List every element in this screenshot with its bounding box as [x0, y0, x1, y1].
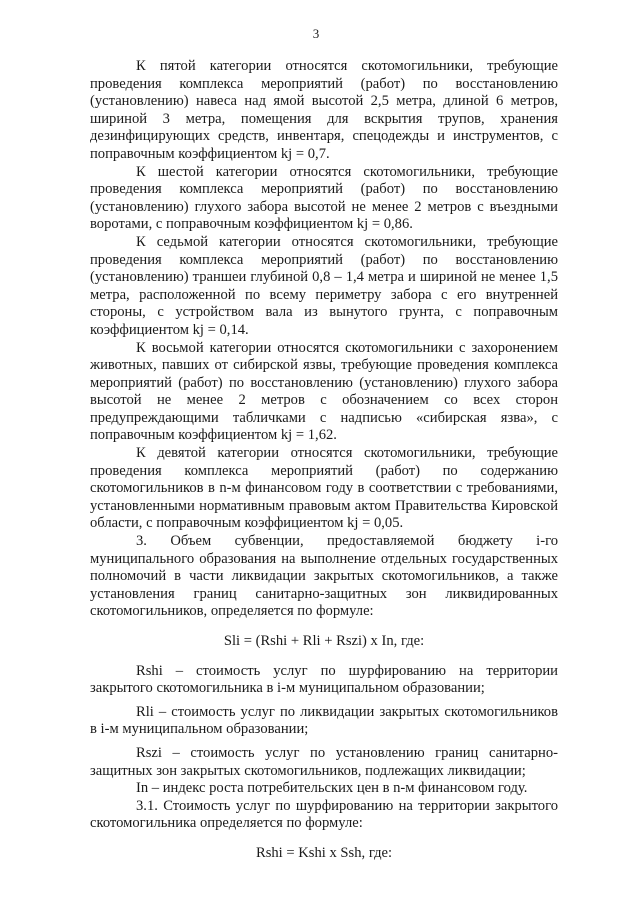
definition-rszi: Rszi – стоимость услуг по установлению границ санитарно-защитных зон закрытых скотомогильников, подлежащих ликвидации; [90, 744, 558, 779]
page-number: 3 [312, 26, 320, 41]
paragraph-section-3: 3. Объем субвенции, предоставляемой бюджету i-го муниципального образования на выполнение отдельных государственных полномочий в части ликвидации закрытых скотомогильников, а также установления границ санитарно-защитных зон ликвидированных скотомогильников, определяется по формуле: [90, 533, 558, 620]
formula-sli: Sli = (Rshi + Rli + Rszi) x In, где: [223, 633, 425, 649]
definition-in: In – индекс роста потребительских цен в n-м финансовом году. [136, 780, 528, 797]
paragraph-category-8: К восьмой категории относятся скотомогильники с захоронением животных, павших от сибирской язвы, требующие проведения комплекса мероприятий (работ) по восстановлению (установлению) глухого забора высотой не менее 2 метров с обозначением со всех сторон предупреждающими табличками с надписью «сибирская язва», с поправочным коэффициентом kj = 1,62. [90, 339, 558, 444]
definition-rshi: Rshi – стоимость услуг по шурфированию на территории закрытого скотомогильника в i-м муниципальном образовании; [90, 662, 558, 697]
paragraph-category-7: К седьмой категории относятся скотомогильники, требующие проведения комплекса мероприятий (работ) по восстановлению (установлению) траншеи глубиной 0,8 – 1,4 метра и шириной не менее 1,5 метра, расположенной по всему периметру забора с его внутренней стороны, с устройством вала из вынутого грунта, с поправочным коэффициентом kj = 0,14. [90, 233, 558, 338]
paragraph-category-6: К шестой категории относятся скотомогильники, требующие проведения комплекса мероприятий (работ) по восстановлению (установлению) глухого забора высотой не менее 2 метров с въездными воротами, с поправочным коэффициентом kj = 0,86. [90, 163, 558, 233]
paragraph-category-9: К девятой категории относятся скотомогильники, требующие проведения комплекса мероприятий (работ) по содержанию скотомогильников в n-м финансовом году в соответствии с требованиями, установленными нормативным правовым актом Правительства Кировской области, с поправочным коэффициентом kj = 0,05. [90, 445, 558, 532]
definition-rli: Rli – стоимость услуг по ликвидации закрытых скотомогильников в i-м муниципальном образовании; [90, 703, 558, 738]
formula-rshi: Rshi = Kshi x Ssh, где: [255, 844, 393, 861]
paragraph-section-3-1: 3.1. Стоимость услуг по шурфированию на территории закрытого скотомогильника определяется по формуле: [90, 797, 558, 832]
paragraph-category-5: К пятой категории относятся скотомогильники, требующие проведения комплекса мероприятий (работ) по восстановлению (установлению) навеса над ямой высотой 2,5 метра, длиной 6 метров, шириной 3 метра, помещения для вскрытия трупов, хранения дезинфицирующих средств, инвентаря, спецодежды и инструментов, с поправочным коэффициентом kj = 0,7. [90, 58, 558, 162]
document-body [90, 58, 558, 875]
